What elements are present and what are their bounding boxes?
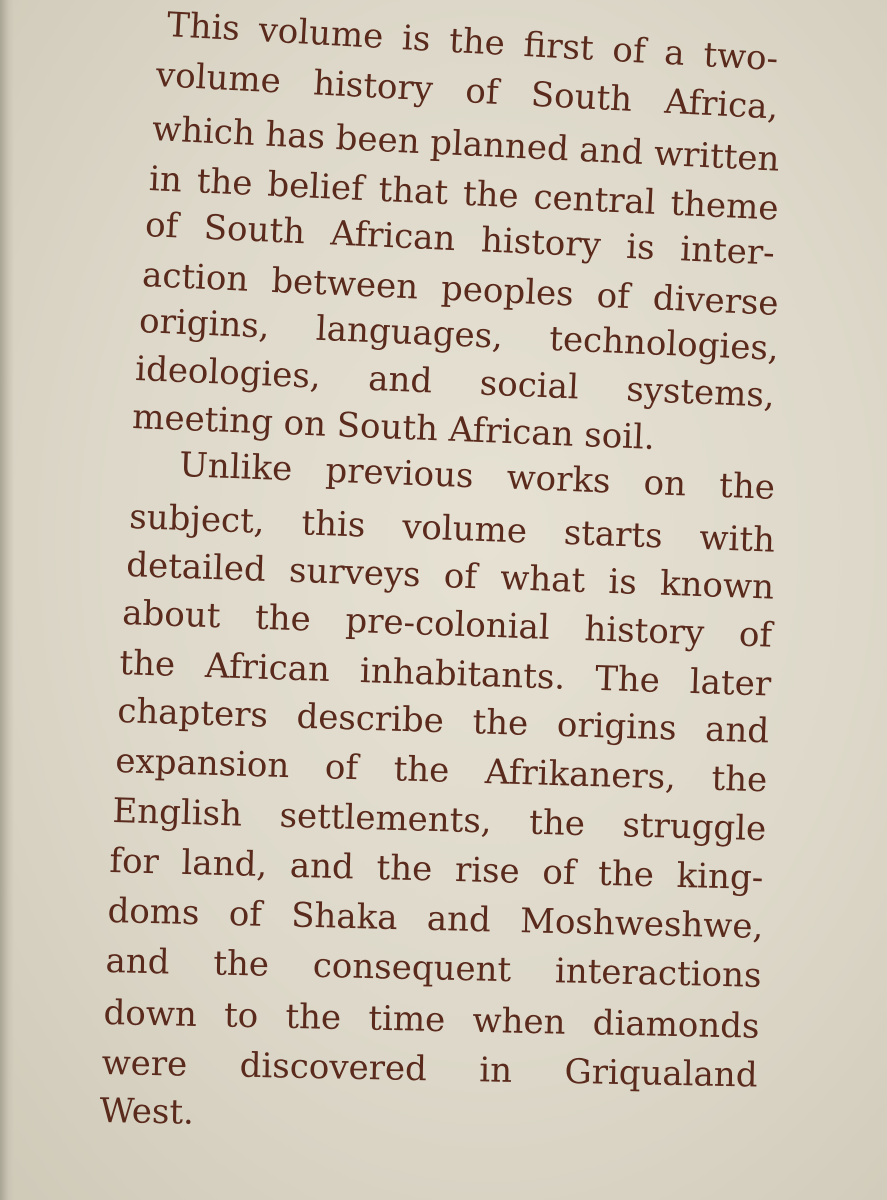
text-line: in the belief that the central theme	[148, 159, 780, 229]
text-line: Unlike previous works on the	[178, 445, 776, 508]
text-line: were discovered in Griqualand	[101, 1043, 758, 1096]
text-line: This volume is the first of a two-	[165, 5, 780, 80]
text-line: ideologies, and social systems,	[134, 349, 776, 416]
text-line: about the pre-colonial history of	[121, 593, 773, 656]
text-line: chapters describe the origins and	[116, 691, 770, 752]
text-line: of South African history is inter-	[144, 205, 776, 274]
text-line: which has been planned and written	[151, 109, 781, 180]
text-line: expansion of the Afrikaners, the	[114, 741, 768, 801]
text-line: doms of Shaka and Moshweshwe,	[107, 891, 764, 948]
text-line: down to the time when diamonds	[103, 993, 760, 1047]
text-line: action between peoples of diverse	[141, 255, 780, 324]
text-line: for land, and the rise of the king-	[109, 841, 764, 899]
text-line: volume history of South Africa,	[155, 55, 780, 128]
text-line: meeting on South African soil.	[131, 397, 656, 458]
text-line: West.	[99, 1091, 195, 1133]
text-line: origins, languages, technologies,	[138, 301, 780, 369]
text-line: and the consequent interactions	[105, 941, 762, 996]
text-line: subject, this volume starts with	[128, 497, 776, 561]
text-line: the African inhabitants. The later	[118, 643, 772, 705]
text-line: English settlements, the struggle	[111, 791, 767, 850]
text-line: detailed surveys of what is known	[125, 545, 775, 608]
